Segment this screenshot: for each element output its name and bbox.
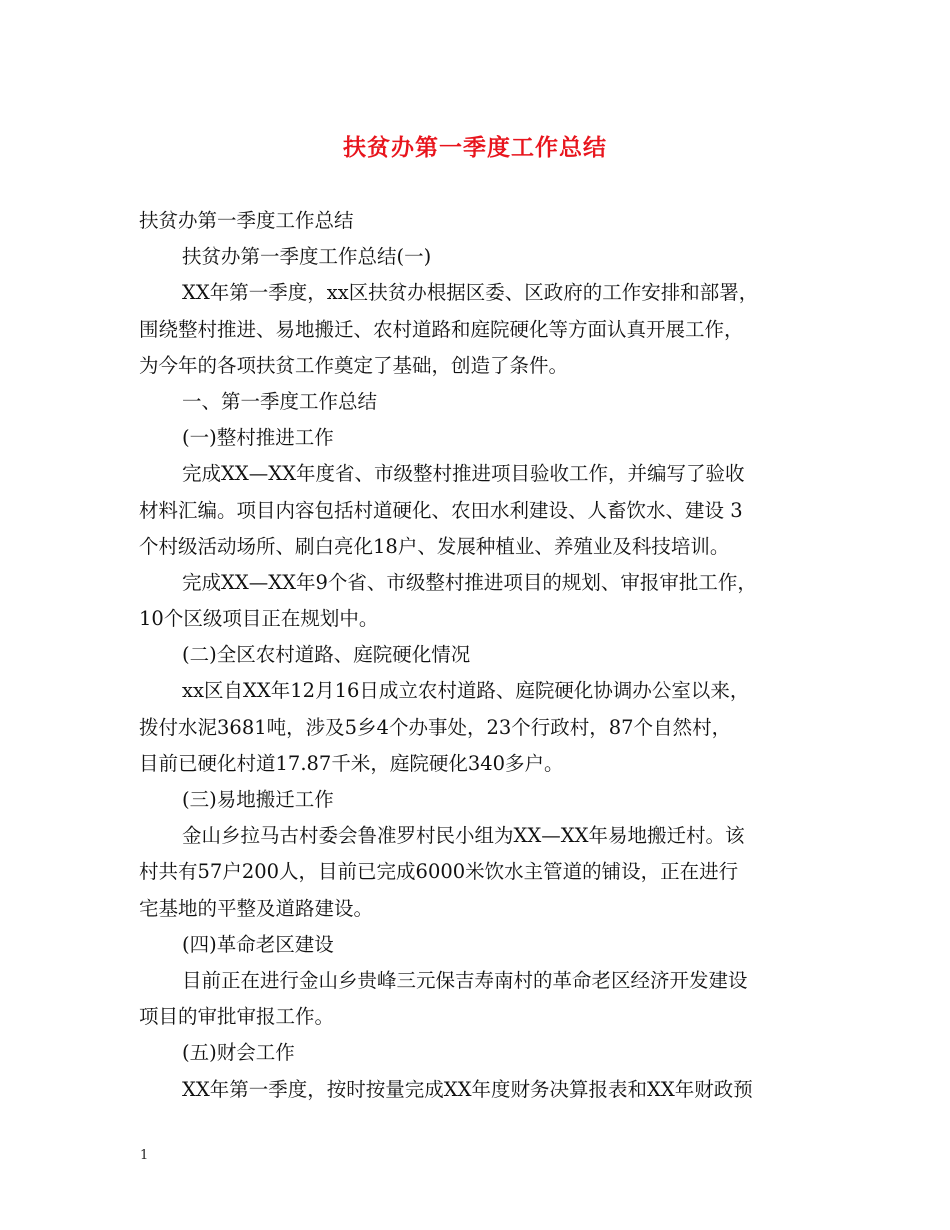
- section-heading: 一、第一季度工作总结: [182, 389, 378, 413]
- body-line: XX年第一季度，按时按量完成XX年度财务决算报表和XX年财政预: [182, 1077, 753, 1101]
- body-line: 拨付水泥3681吨，涉及5乡4个办事处，23个行政村，87个自然村，: [139, 715, 732, 739]
- body-line: 扶贫办第一季度工作总结: [139, 209, 354, 232]
- body-line: 项目的审批审报工作。: [139, 1005, 335, 1029]
- body-line: 10个区级项目正在规划中。: [139, 607, 379, 631]
- body-line: 围绕整村推进、易地搬迁、农村道路和庭院硬化等方面认真开展工作，: [139, 317, 744, 341]
- body-line: XX年第一季度，xx区扶贫办根据区委、区政府的工作安排和部署，: [182, 281, 759, 305]
- body-line: 目前正在进行金山乡贵峰三元保吉寿南村的革命老区经济开发建设: [182, 968, 748, 992]
- body-line: xx区自XX年12月16日成立农村道路、庭院硬化协调办公室以来，: [182, 679, 750, 703]
- body-line: 个村级活动场所、刷白亮化18户、发展种植业、养殖业及科技培训。: [139, 534, 730, 558]
- document-body: [139, 203, 829, 1108]
- body-line: 为今年的各项扶贫工作奠定了基础，创造了条件。: [139, 353, 569, 377]
- subsection-heading: (五)财会工作: [182, 1041, 295, 1065]
- document-title: 扶贫办第一季度工作总结: [343, 134, 607, 161]
- body-line: 金山乡拉马古村委会鲁准罗村民小组为XX—XX年易地搬迁村。该: [182, 824, 745, 848]
- body-line: 材料汇编。项目内容包括村道硬化、农田水利建设、人畜饮水、建设 3: [139, 498, 743, 522]
- body-line: 完成XX—XX年9个省、市级整村推进项目的规划、审报审批工作，: [182, 570, 757, 594]
- body-line: 扶贫办第一季度工作总结(一): [182, 245, 432, 269]
- body-line: 完成XX—XX年度省、市级整村推进项目验收工作，并编写了验收: [182, 462, 745, 486]
- subsection-heading: (三)易地搬迁工作: [182, 788, 334, 811]
- body-line: 目前已硬化村道17.87千米，庭院硬化340多户。: [139, 751, 564, 775]
- body-line: 村共有57户200人，目前已完成6000米饮水主管道的铺设，正在进行: [139, 860, 739, 884]
- subsection-heading: (二)全区农村道路、庭院硬化情况: [182, 643, 471, 667]
- body-line: 宅基地的平整及道路建设。: [139, 896, 374, 920]
- subsection-heading: (四)革命老区建设: [182, 932, 334, 956]
- subsection-heading: (一)整村推进工作: [182, 426, 334, 450]
- page-number: 1: [140, 1148, 149, 1163]
